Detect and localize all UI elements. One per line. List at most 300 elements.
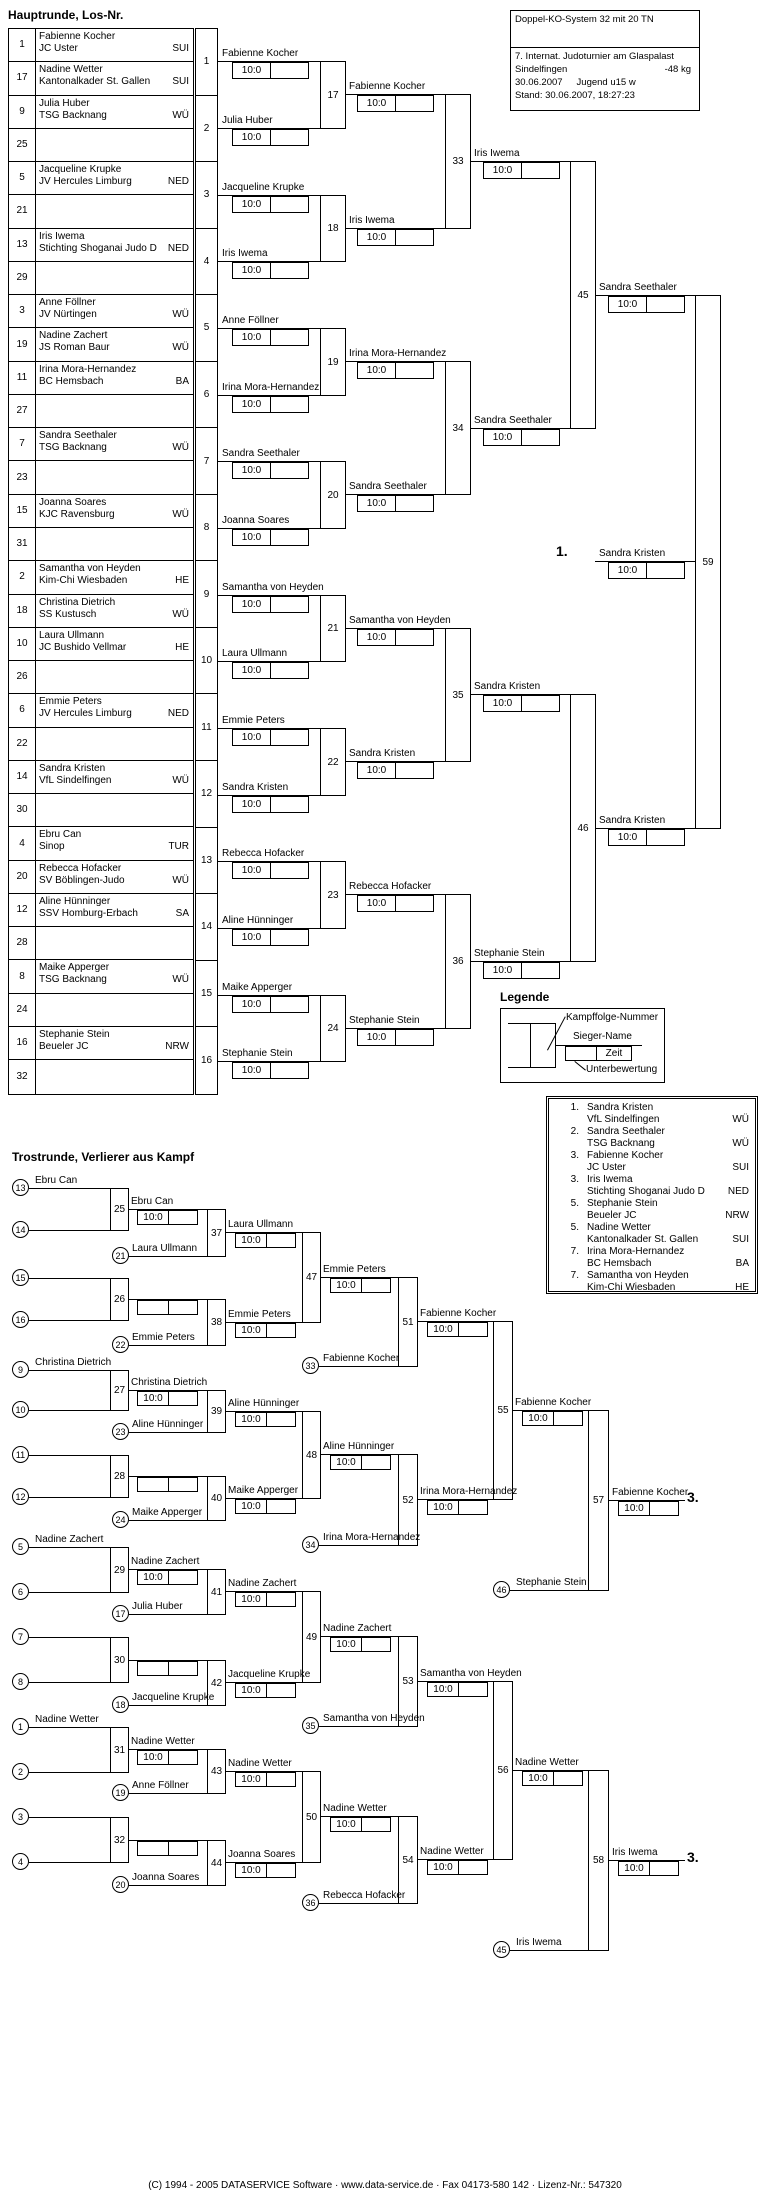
winner-name: Ebru Can (131, 1196, 174, 1207)
match-number: 49 (305, 1631, 318, 1643)
placement-info (579, 1126, 755, 1150)
participant-row (9, 694, 193, 727)
participant-club: Kim-Chi Wiesbaden (39, 575, 128, 587)
placement-name: Sandra Seethaler (587, 1126, 665, 1137)
placement-info (579, 1174, 755, 1198)
score-value: 10:0 (236, 1593, 267, 1606)
participant-club: SSV Homburg-Erbach (39, 907, 138, 919)
draw-number: 23 (9, 461, 36, 493)
participant-info (36, 395, 193, 427)
legend-title: Legende (500, 990, 550, 1004)
participant-club-row (39, 609, 189, 621)
participant-club-row (39, 110, 189, 122)
match-box (302, 1591, 321, 1683)
loser-entry-name: Anne Föllner (132, 1780, 189, 1791)
loser-entry-number: 35 (302, 1717, 319, 1734)
participant-region: HE (175, 641, 189, 653)
placements-inner (548, 1098, 756, 1292)
time-cell (271, 597, 308, 612)
round1-match-number: 2 (196, 96, 217, 163)
score-value: 10:0 (331, 1279, 362, 1292)
match-number: 24 (327, 1023, 339, 1034)
placement-name: Nadine Wetter (587, 1222, 651, 1233)
participant-club: SV Böblingen-Judo (39, 874, 125, 886)
time-cell (396, 496, 433, 511)
score-box (330, 1817, 391, 1832)
score-value: 10:0 (428, 1861, 459, 1874)
event-date: 30.06.2007 (515, 77, 563, 88)
participant-name: Sandra Seethaler (39, 430, 117, 442)
placement-club: VfL Sindelfingen (587, 1114, 660, 1125)
score-box (232, 729, 309, 746)
score-box (232, 196, 309, 213)
score-box (618, 1861, 679, 1876)
score-box (235, 1683, 296, 1698)
consolation-round-title: Trostrunde, Verlierer aus Kampf (12, 1150, 195, 1164)
bracket-line (29, 1455, 110, 1456)
draw-number: 1 (9, 29, 36, 61)
event-date-class (515, 76, 695, 89)
score-value: 10:0 (233, 330, 271, 345)
participant-club-row (39, 442, 189, 454)
participant-club-row (39, 708, 189, 720)
score-box (357, 1029, 434, 1046)
match-number: 45 (577, 289, 589, 301)
round1-match-number: 7 (196, 428, 217, 495)
match-box (320, 595, 346, 662)
score-value: 10:0 (609, 563, 647, 578)
time-cell (271, 730, 308, 745)
placement-name: Fabienne Kocher (587, 1150, 664, 1161)
loser-entry-number: 33 (302, 1357, 319, 1374)
participant-region: BA (175, 375, 189, 387)
match-number: 47 (305, 1272, 318, 1283)
score-value: 10:0 (358, 230, 396, 245)
placement-rank: 5. (570, 1198, 579, 1209)
score-box (137, 1841, 198, 1856)
score-box (357, 362, 434, 379)
score-value: 10:0 (609, 830, 647, 845)
match-box (302, 1411, 321, 1499)
placement-region: SUI (732, 1234, 749, 1245)
placement-region: WÜ (732, 1138, 749, 1149)
score-value: 10:0 (138, 1571, 169, 1584)
participant-club-row (39, 575, 189, 587)
round1-match-number: 9 (196, 561, 217, 628)
stand-timestamp: Stand: 30.06.2007, 18:27:23 (515, 90, 635, 101)
time-cell (169, 1842, 197, 1855)
winner-name: Iris Iwema (222, 248, 268, 259)
participant-name: Jacqueline Krupke (39, 164, 122, 176)
bracket-line (29, 1772, 110, 1773)
bracket-line (319, 1545, 398, 1546)
loser-entry-name: Samantha von Heyden (323, 1713, 425, 1724)
bracket-line (510, 1590, 588, 1591)
score-value: 10:0 (233, 530, 271, 545)
match-box (320, 461, 346, 529)
winner-name: Sandra Kristen (474, 681, 541, 692)
score-box (232, 862, 309, 879)
time-cell (396, 96, 433, 111)
bracket-line (29, 1862, 110, 1863)
draw-number: 17 (9, 62, 36, 94)
round1-match-number: 10 (196, 628, 217, 695)
placement-region: HE (735, 1282, 749, 1292)
winner-name: Maike Apperger (222, 982, 293, 993)
event-info-box (510, 47, 700, 111)
bracket-line (29, 1188, 110, 1189)
placement-row (549, 1246, 755, 1270)
match-number: 37 (210, 1227, 223, 1239)
participant-region: WÜ (172, 109, 189, 121)
match-box (445, 94, 471, 229)
placement-club-row (587, 1258, 749, 1270)
match-box (445, 628, 471, 762)
participant-name: Anne Föllner (39, 297, 96, 309)
loser-entry-number: 36 (302, 1894, 319, 1911)
bracket-line (510, 1950, 588, 1951)
time-cell (362, 1279, 390, 1292)
score-box (618, 1501, 679, 1516)
loser-entry-number: 22 (112, 1336, 129, 1353)
loser-entry-number: 4 (12, 1853, 29, 1870)
participant-name: Rebecca Hofacker (39, 862, 122, 874)
participant-club-row (39, 376, 189, 388)
round1-number-column (195, 28, 218, 1095)
time-cell (396, 763, 433, 778)
score-value: 10:0 (233, 663, 271, 678)
score-value: 10:0 (358, 763, 396, 778)
placement-name: Sandra Kristen (587, 1102, 654, 1113)
match-box (320, 61, 346, 129)
participant-name: Christina Dietrich (39, 596, 116, 608)
score-box (427, 1322, 488, 1337)
participant-region: WÜ (172, 309, 189, 321)
match-number: 34 (452, 422, 464, 434)
score-value: 10:0 (484, 430, 522, 445)
time-cell (271, 463, 308, 478)
score-value: 10:0 (358, 896, 396, 911)
score-box (235, 1412, 296, 1427)
match-number: 39 (210, 1406, 223, 1417)
bracket-line (319, 1726, 398, 1727)
score-box (232, 529, 309, 546)
round1-match-number: 5 (196, 295, 217, 362)
match-number: 50 (305, 1811, 318, 1823)
bracket-line (129, 1705, 207, 1706)
bracket-line (129, 1520, 207, 1521)
participant-club: Kantonalkader St. Gallen (39, 76, 151, 88)
participant-club: JC Bushido Vellmar (39, 641, 127, 653)
participant-club: JV Hercules Limburg (39, 176, 132, 188)
participant-name: Aline Hünninger (39, 895, 111, 907)
winner-name: Stephanie Stein (222, 1048, 293, 1059)
participant-name: Julia Huber (39, 97, 90, 109)
placement-name: Irina Mora-Hernandez (587, 1246, 685, 1257)
winner-name: Iris Iwema (474, 148, 520, 159)
score-box (357, 229, 434, 246)
placement-club: BC Hemsbach (587, 1258, 652, 1269)
round1-match-number: 6 (196, 362, 217, 429)
score-box (357, 629, 434, 646)
loser-entry-number: 23 (112, 1423, 129, 1440)
round1-match-number: 11 (196, 694, 217, 761)
match-number: 56 (497, 1765, 509, 1776)
participant-row (9, 1027, 193, 1060)
bracket-line (29, 1497, 110, 1498)
participant-row (9, 195, 193, 228)
time-cell (271, 530, 308, 545)
participant-info (36, 827, 193, 859)
time-cell (271, 63, 308, 78)
time-cell (362, 1456, 390, 1469)
loser-entry-number: 6 (12, 1583, 29, 1600)
round1-match-number: 3 (196, 162, 217, 229)
winner-name: Fabienne Kocher (515, 1397, 592, 1408)
draw-number: 24 (9, 994, 36, 1026)
placement-club-row (587, 1138, 749, 1150)
placement-club: JC Uster (587, 1162, 626, 1173)
score-value: 10:0 (609, 297, 647, 312)
time-cell (271, 863, 308, 878)
winner-name: Irina Mora-Hernandez (420, 1486, 518, 1497)
participant-region: WÜ (172, 442, 189, 454)
match-box (110, 1278, 129, 1321)
bracket-line (319, 1903, 398, 1904)
participant-region: NRW (165, 1040, 189, 1052)
participant-row (9, 229, 193, 262)
participant-club: JC Uster (39, 43, 78, 54)
round1-match-number: 14 (196, 894, 217, 961)
winner-name: Nadine Zachert (323, 1623, 392, 1634)
match-box (320, 728, 346, 796)
third-place-winner-name: Iris Iwema (612, 1847, 658, 1858)
draw-number: 3 (9, 295, 36, 327)
winner-name: Jacqueline Krupke (222, 182, 305, 193)
score-value: 10:0 (233, 130, 271, 145)
placement-region: BA (735, 1258, 749, 1269)
bracket-line (129, 1432, 207, 1433)
placement-info (579, 1270, 755, 1292)
score-box (357, 895, 434, 912)
match-number: 18 (327, 223, 339, 234)
score-box (232, 396, 309, 413)
placement-rank: 2. (570, 1126, 579, 1137)
participant-row (9, 395, 193, 428)
draw-number: 19 (9, 328, 36, 360)
participant-region: SUI (172, 43, 189, 54)
participant-region: NED (167, 176, 189, 188)
time-cell (169, 1751, 197, 1764)
match-box (398, 1277, 418, 1367)
score-value: 10:0 (619, 1862, 650, 1875)
score-box (427, 1500, 488, 1515)
loser-entry-number: 34 (302, 1536, 319, 1553)
score-box (608, 829, 685, 846)
draw-number: 9 (9, 96, 36, 128)
participant-club-row (39, 176, 189, 188)
match-number: 54 (402, 1854, 414, 1866)
round1-match-number: 12 (196, 761, 217, 828)
participant-info (36, 861, 193, 893)
match-number: 55 (497, 1405, 509, 1416)
score-value (138, 1842, 169, 1855)
match-box (207, 1390, 226, 1433)
match-box (398, 1454, 418, 1546)
bracket-line (29, 1370, 110, 1371)
draw-number: 18 (9, 595, 36, 627)
time-cell (267, 1684, 295, 1697)
placement-row (549, 1174, 755, 1198)
placement-club-row (587, 1114, 749, 1126)
score-value: 10:0 (523, 1772, 554, 1785)
score-box (357, 95, 434, 112)
score-value: 10:0 (138, 1751, 169, 1764)
match-number: 27 (113, 1385, 126, 1396)
score-box (235, 1863, 296, 1878)
bracket-line (29, 1320, 110, 1321)
participant-info (36, 927, 193, 959)
placement-row (549, 1222, 755, 1246)
match-box (398, 1636, 418, 1727)
draw-number: 13 (9, 229, 36, 261)
winner-name: Joanna Soares (228, 1849, 296, 1860)
participant-name: Samantha von Heyden (39, 563, 141, 575)
time-cell (522, 963, 559, 978)
score-box (137, 1570, 198, 1585)
tournament-winner-name: Sandra Kristen (599, 548, 666, 559)
placement-row (549, 1150, 755, 1174)
loser-entry-name: Nadine Zachert (35, 1534, 104, 1545)
match-box (320, 328, 346, 396)
time-cell (647, 297, 684, 312)
loser-entry-name: Jacqueline Krupke (132, 1692, 215, 1703)
participant-club: KJC Ravensburg (39, 508, 115, 520)
time-cell (647, 830, 684, 845)
participant-info (36, 428, 193, 460)
winner-name: Nadine Wetter (515, 1757, 579, 1768)
event-title: 7. Internat. Judoturnier am Glaspalast (515, 51, 674, 62)
score-value: 10:0 (233, 397, 271, 412)
match-box (570, 161, 596, 429)
participant-name: Laura Ullmann (39, 629, 105, 641)
winner-name: Sandra Seethaler (474, 415, 552, 426)
placement-club: Kantonalkader St. Gallen (587, 1234, 699, 1245)
placement-region: WÜ (732, 1114, 749, 1125)
placements-box (546, 1096, 758, 1294)
time-cell (459, 1501, 487, 1514)
legend-line (508, 1067, 530, 1068)
bracket-line (29, 1547, 110, 1548)
score-box (427, 1682, 488, 1697)
score-box (235, 1323, 296, 1338)
time-cell (169, 1392, 197, 1405)
time-cell (522, 696, 559, 711)
score-value: 10:0 (233, 730, 271, 745)
match-box (110, 1547, 129, 1593)
participant-row (9, 96, 193, 129)
match-box (398, 1816, 418, 1904)
time-cell (362, 1818, 390, 1831)
loser-entry-number: 10 (12, 1401, 29, 1418)
draw-number: 31 (9, 528, 36, 560)
score-value: 10:0 (236, 1324, 267, 1337)
time-cell (271, 997, 308, 1012)
placement-rank: 7. (570, 1246, 579, 1257)
participant-club: TSG Backnang (39, 974, 107, 986)
score-value: 10:0 (331, 1638, 362, 1651)
winner-name: Maike Apperger (228, 1485, 299, 1496)
placement-name: Stephanie Stein (587, 1198, 658, 1209)
round1-match-number: 16 (200, 1054, 213, 1066)
match-box (588, 1410, 609, 1591)
score-value: 10:0 (619, 1502, 650, 1515)
participant-region: WÜ (172, 874, 189, 886)
participant-info (36, 694, 193, 726)
placement-club-row (587, 1282, 749, 1292)
participant-info (36, 794, 193, 826)
participant-row (9, 461, 193, 494)
match-number: 28 (113, 1471, 126, 1482)
winner-name: Samantha von Heyden (420, 1668, 522, 1679)
participant-info (36, 495, 193, 527)
bracket-line (129, 1885, 207, 1886)
match-number: 31 (113, 1744, 126, 1756)
score-box (232, 1062, 309, 1079)
time-cell (554, 1412, 582, 1425)
draw-number: 7 (9, 428, 36, 460)
placement-rank: 3. (570, 1174, 579, 1185)
legend-zeit-cell: Zeit (605, 1048, 623, 1059)
participant-row (9, 428, 193, 461)
time-cell (267, 1234, 295, 1247)
winner-name: Samantha von Heyden (222, 582, 324, 593)
third-place-label: 3. (687, 1849, 699, 1865)
participant-club: TSG Backnang (39, 109, 107, 121)
participant-info (36, 96, 193, 128)
draw-number: 20 (9, 861, 36, 893)
score-value: 10:0 (484, 963, 522, 978)
loser-entry-name: Ebru Can (35, 1175, 78, 1186)
score-box (330, 1278, 391, 1293)
score-value: 10:0 (233, 1063, 271, 1078)
score-box (137, 1300, 198, 1315)
loser-entry-number: 17 (112, 1605, 129, 1622)
winner-name: Sandra Seethaler (222, 448, 300, 459)
score-value: 10:0 (138, 1211, 169, 1224)
loser-entry-name: Christina Dietrich (35, 1357, 112, 1368)
participant-name: Joanna Soares (39, 496, 107, 508)
score-value (138, 1662, 169, 1675)
score-value: 10:0 (358, 363, 396, 378)
participant-region: WÜ (172, 508, 189, 520)
score-value: 10:0 (236, 1864, 267, 1877)
draw-number: 8 (9, 960, 36, 992)
score-box (357, 495, 434, 512)
placement-row (549, 1198, 755, 1222)
match-number: 20 (327, 489, 339, 501)
winner-name: Laura Ullmann (228, 1219, 294, 1230)
participant-row (9, 528, 193, 561)
match-number: 35 (452, 689, 464, 701)
participant-row (9, 129, 193, 162)
participant-club: JV Hercules Limburg (39, 708, 132, 720)
participant-club-row (39, 342, 189, 354)
match-number: 48 (305, 1449, 318, 1461)
score-value: 10:0 (358, 1030, 396, 1045)
bracket-line (29, 1278, 110, 1279)
score-box (608, 562, 685, 579)
